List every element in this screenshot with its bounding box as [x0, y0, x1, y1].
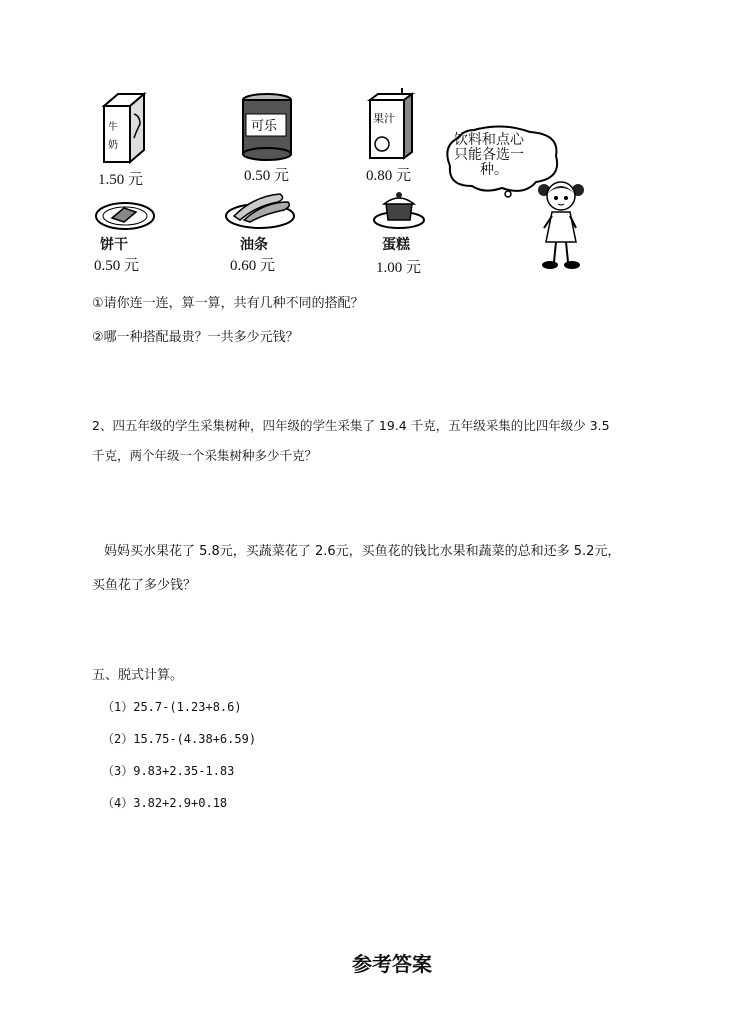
cola-can-illustration	[240, 92, 294, 162]
milk-carton-illustration	[98, 92, 150, 164]
speech-bubble-text	[454, 133, 524, 178]
calc-item-4: （4）3.82+2.9+0.18	[102, 796, 228, 810]
youtiao-plate-illustration	[224, 190, 296, 230]
juice-box-illustration	[368, 88, 414, 160]
question-2-line-2: 千克，两个年级一个采集树种多少千克？	[92, 448, 318, 463]
girl-illustration	[534, 176, 590, 272]
juice-label: 果汁	[373, 112, 395, 125]
calc-item-2: （2）15.75-(4.38+6.59)	[102, 732, 257, 746]
biscuit-name: 饼干	[100, 237, 128, 253]
calc-item-3: （3）9.83+2.35-1.83	[102, 764, 235, 778]
answer-title: 参考答案	[352, 952, 432, 976]
biscuit-price: 0.50 元	[94, 258, 140, 274]
biscuit-plate-illustration	[94, 200, 156, 234]
question-1-part-2: ②哪一种搭配最贵？一共多少元钱？	[92, 330, 299, 345]
milk-price: 1.50 元	[98, 172, 144, 188]
cola-price: 0.50 元	[244, 168, 290, 184]
cake-plate-illustration	[372, 190, 426, 230]
youtiao-price: 0.60 元	[230, 258, 276, 274]
bubble-line-1: 饮料和点心	[454, 132, 524, 148]
cake-price: 1.00 元	[376, 260, 422, 276]
question-3-line-2: 买鱼花了多少钱？	[92, 578, 197, 593]
question-1-part-1: ①请你连一连，算一算，共有几种不同的搭配？	[92, 296, 364, 311]
bubble-line-2: 只能各选一	[454, 147, 524, 163]
juice-price: 0.80 元	[366, 168, 412, 184]
calc-item-1: （1）25.7-(1.23+8.6)	[102, 700, 242, 714]
cola-label: 可乐	[251, 119, 278, 134]
question-3-line-1: 妈妈买水果花了 5.8元，买蔬菜花了 2.6元，买鱼花的钱比水果和蔬菜的总和还多 5.2元，	[104, 544, 621, 559]
cake-name: 蛋糕	[382, 237, 410, 253]
question-2-line-1: 2、四五年级的学生采集树种，四年级的学生采集了 19.4 千克，五年级采集的比四年级少 3.5	[92, 418, 610, 433]
bubble-line-3: 种。	[480, 162, 508, 178]
section-5-heading: 五、脱式计算。	[92, 668, 184, 683]
youtiao-name: 油条	[240, 237, 268, 253]
milk-label-2: 奶	[108, 140, 118, 151]
milk-label-1: 牛	[108, 122, 118, 133]
